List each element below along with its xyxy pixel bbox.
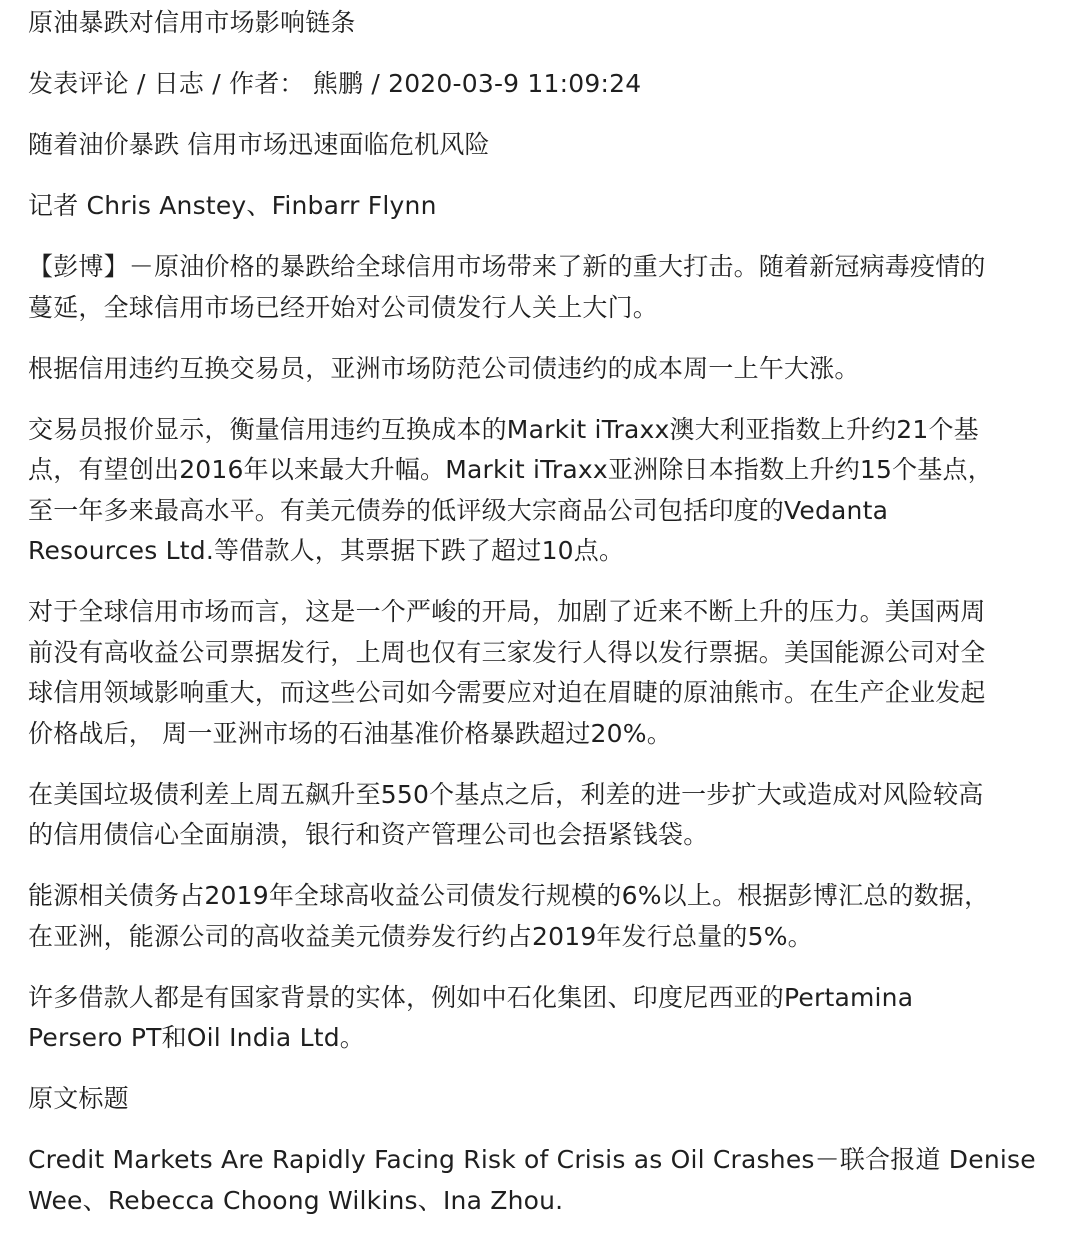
paragraph-line: 根据信用违约互换交易员，亚洲市场防范公司债违约的成本周一上午大涨。 [28,353,860,383]
original-title [28,1140,1054,1221]
paragraph-line: 【彭博】－原油价格的暴跌给全球信用市场带来了新的重大打击。随着新冠病毒疫情的 [28,252,986,281]
paragraph-1 [28,247,1054,328]
article-meta: 发表评论 / 日志 / 作者： 熊鹏 / 2020-03-9 11:09:24 [28,69,642,98]
paragraph-3 [28,410,1054,572]
paragraph-line: Persero PT和Oil India Ltd。 [28,1023,365,1052]
paragraph-6 [28,876,1054,957]
paragraph-line: Credit Markets Are Rapidly Facing Risk of Crisis as Oil Crashes－联合报道 Denise [28,1145,1036,1174]
paragraph-line: 在美国垃圾债利差上周五飙升至550个基点之后，利差的进一步扩大或造成对风险较高 [28,779,984,809]
paragraph-line: 蔓延，全球信用市场已经开始对公司债发行人关上大门。 [28,292,659,322]
paragraph-line: 对于全球信用市场而言，这是一个严峻的开局，加剧了近来不断上升的压力。美国两周 [28,597,986,626]
paragraph-line: 点，有望创出2016年以来最大升幅。Markit iTraxx亚洲除日本指数上升约15个基点， [28,455,993,484]
original-title-label: 原文标题 [28,1084,129,1113]
paragraph-line: 前没有高收益公司票据发行，上周也仅有三家发行人得以发行票据。美国能源公司对全 [28,637,986,667]
paragraph-line: 交易员报价显示，衡量信用违约互换成本的Markit iTraxx澳大利亚指数上升约21个基 [28,414,979,444]
paragraph-line: Wee、Rebecca Choong Wilkins、Ina Zhou. [28,1185,564,1215]
article-title: 原油暴跌对信用市场影响链条 [28,8,356,37]
paragraph-line: 至一年多来最高水平。有美元债券的低评级大宗商品公司包括印度的Vedanta [28,495,889,525]
paragraph-line: 能源相关债务占2019年全球高收益公司债发行规模的6%以上。根据彭博汇总的数据， [28,881,990,910]
article-headline: 随着油价暴跌 信用市场迅速面临危机风险 [28,130,490,159]
paragraph-7 [28,978,1054,1059]
paragraph-line: 价格战后， 周一亚洲市场的石油基准价格暴跌超过20%。 [28,718,672,748]
paragraph-line: 球信用领域影响重大，而这些公司如今需要应对迫在眉睫的原油熊市。在生产企业发起 [28,678,986,707]
paragraph-line: Resources Ltd.等借款人，其票据下跌了超过10点。 [28,536,625,565]
paragraph-4 [28,592,1054,754]
article-reporters: 记者 Chris Anstey、Finbarr Flynn [28,191,437,220]
paragraph-line: 的信用债信心全面崩溃，银行和资产管理公司也会捂紧钱袋。 [28,820,709,849]
paragraph-5 [28,775,1054,856]
paragraph-line: 许多借款人都是有国家背景的实体，例如中石化集团、印度尼西亚的Pertamina [28,982,914,1012]
paragraph-line: 在亚洲，能源公司的高收益美元债券发行约占2019年发行总量的5%。 [28,921,813,951]
paragraph-2 [28,349,1054,390]
